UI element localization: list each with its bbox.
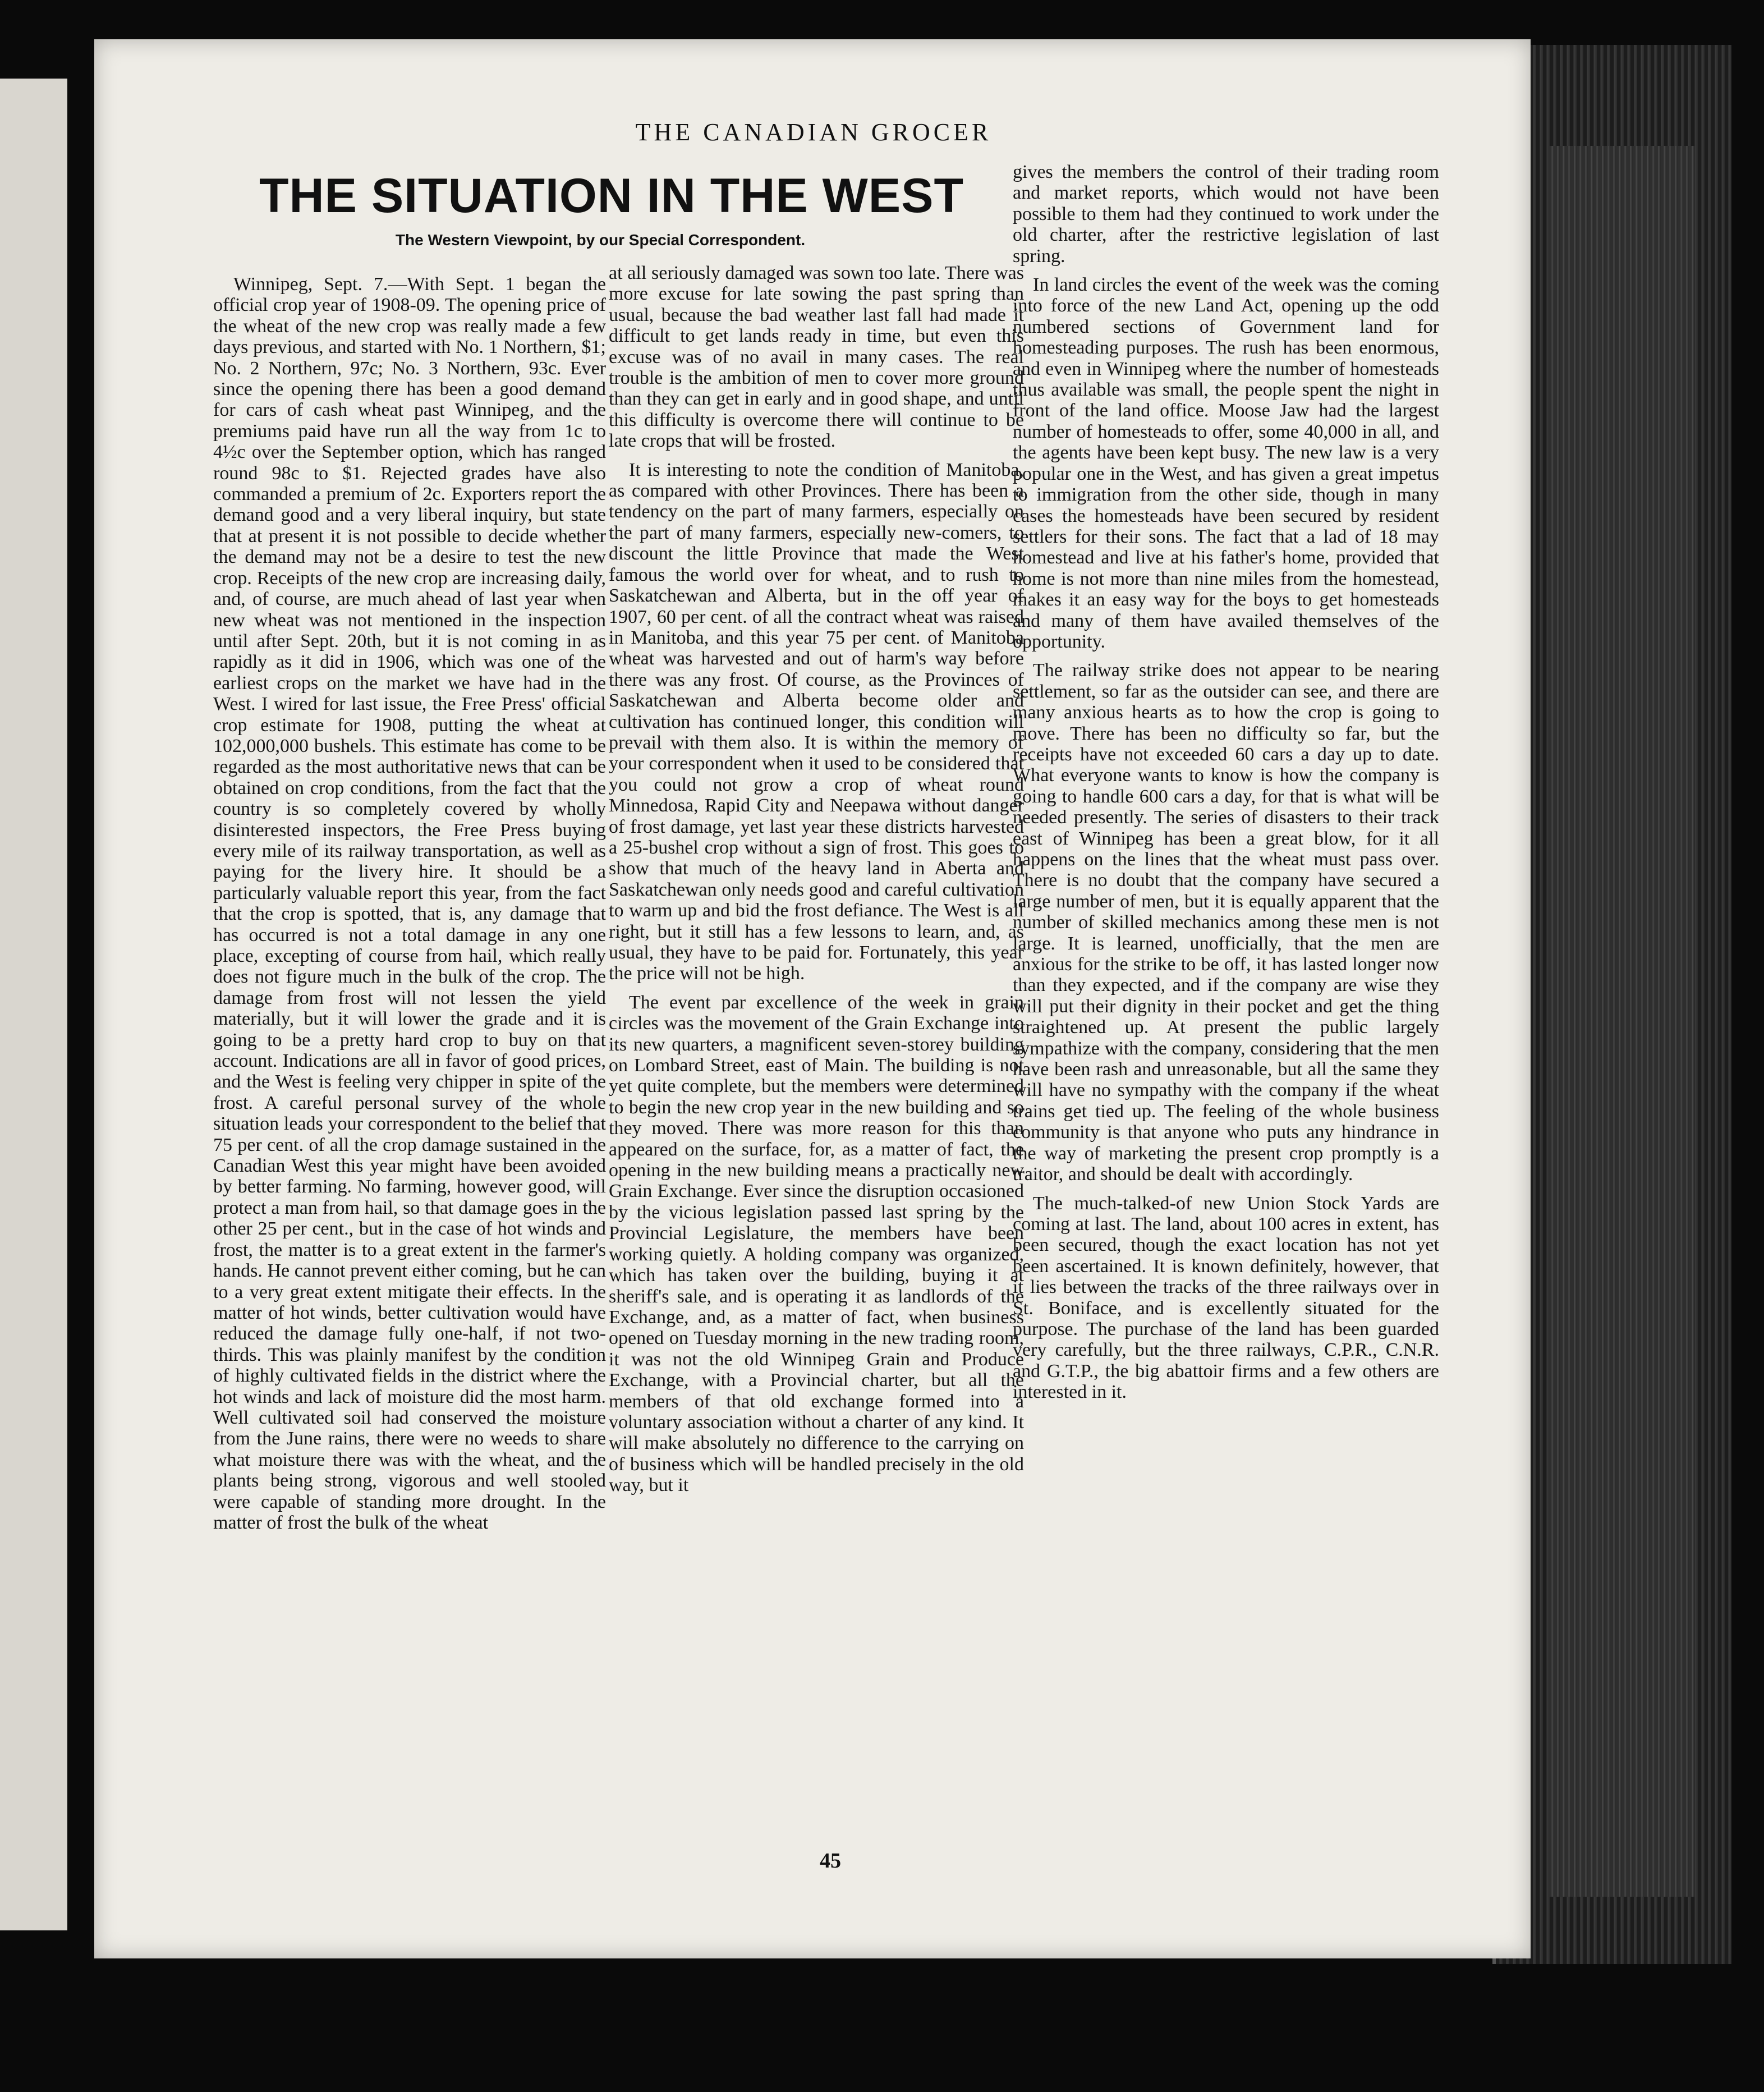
article-title: THE SITUATION IN THE WEST (259, 169, 964, 223)
col2-paragraph-1: at all seriously damaged was sown too late. There was more excuse for late sowing the past spring than usual, because the bad weather last fall had made it difficult to get lands ready in time, but even this excuse was of no avail in many cases. The real trouble is the ambition of men to cover more ground than they can get in early and in good shape, and until this difficulty is overcome there will continue to be late crops that will be frosted. (609, 263, 1024, 452)
page-number: 45 (820, 1849, 841, 1873)
col2-paragraph-2: It is interesting to note the condition of Manitoba, as compared with other Provinces. There has been a tendency on the part of many farmers, especially on the part of many farmers, especially new-comers, to discount the little Province that made the West famous the world over for wheat, and to rush to Saskatchewan and Alberta, but in the off year of 1907, 60 per cent. of all the contract wheat was raised in Manitoba, and this year 75 per cent. of Manitoba wheat was harvested and out of harm's way before there was any frost. Of course, as the Provinces of Saskatchewan and Alberta become older and cultivation has continued longer, this condition will prevail with them also. It is within the memory of your correspondent when it used to be considered that you could not grow a crop of wheat round Minnedosa, Rapid City and Neepawa without danger of frost damage, yet last year these districts harvested a 25-bushel crop without a sign of frost. This goes to show that much of the heavy land in Aberta and Saskatchewan only needs good and careful cultivation to warm up and bid the frost defiance. The West is all right, but it still has a few lessons to learn, and, as usual, they have to be paid for. Fortunately, this year the price will not be high. (609, 459, 1024, 984)
col3-paragraph-1: gives the members the control of their trading room and market reports, which would not have been possible to them had they continued to work under the old charter, after the restrictive legislation of last spring. (1013, 162, 1439, 267)
col3-paragraph-3: The railway strike does not appear to be nearing settlement, so far as the outsider can see, and there are many anxious hearts as to how the crop is going to move. There has been no difficulty so far, but the receipts have not exceeded 60 cars a day up to date. What everyone wants to know is how the company is going to handle 600 cars a day, for that is what will be needed presently. The series of disasters to their track east of Winnipeg has been a great blow, for it all happens on the lines that the wheat must pass over. There is no doubt that the company have secured a large number of men, but it is equally apparent that the number of skilled mechanics among these men is not large. It is learned, unofficially, that the men are anxious for the strike to be off, it has lasted longer now than they expected, and if the company are wise they will put their dignity in their pocket and get the thing straightened up. At present the public largely sympathize with the company, considering that the men have been rash and unreasonable, but all the same they will have no sympathy with the company if the wheat trains get tied up. The feeling of the whole business community is that anyone who puts any hindrance in the way of marketing the present crop promptly is a traitor, and should be dealt with accordingly. (1013, 660, 1439, 1185)
col2-paragraph-3: The event par excellence of the week in grain circles was the movement of the Grain Exchange into its new quarters, a magnificent seven-storey building on Lombard Street, east of Main. The building is not yet quite complete, but the members were determined to begin the new crop year in the new building and so they moved. There was more reason for this than appeared on the surface, for, as a matter of fact, the opening in the new building means a practically new Grain Exchange. Ever since the disruption occasioned by the vicious legislation passed last spring by the Provincial Legislature, the members have been working quietly. A holding company was organized, which has taken over the building, buying it at sheriff's sale, and is operating it as landlords of the Exchange, and, as a matter of fact, when business opened on Tuesday morning in the new trading room, it was not the old Winnipeg Grain and Produce Exchange, with a Provincial charter, but all the members of that old exchange formed into a voluntary association without a charter of any kind. It will make absolutely no difference to the carrying on of business which will be handled precisely in the old way, but it (609, 992, 1024, 1496)
column-2 (609, 263, 1024, 1504)
column-3 (1013, 162, 1439, 1411)
column-1 (213, 274, 606, 1541)
adjacent-page-edge (0, 79, 67, 1930)
col3-paragraph-4: The much-talked-of new Union Stock Yards are coming at last. The land, about 100 acres in extent, has been secured, though the exact location has not yet been ascertained. It is known definitely, however, that it lies between the tracks of the three railways over in St. Boniface, and is excellently situated for the purpose. The purchase of the land has been guarded very carefully, but the three railways, C.P.R., C.N.R. and G.T.P., the big abattoir firms and a few others are interested in it. (1013, 1192, 1439, 1403)
article-byline: The Western Viewpoint, by our Special Correspondent. (395, 231, 806, 249)
running-head: THE CANADIAN GROCER (635, 118, 992, 146)
book-page-stack (1549, 146, 1694, 1897)
col1-paragraph-1: Winnipeg, Sept. 7.—With Sept. 1 began the official crop year of 1908-09. The opening price of the wheat of the new crop was really made a few days previous, and started with No. 1 Northern, $1; No. 2 Northern, 97c; No. 3 Northern, 93c. Ever since the opening there has been a good demand for cars of cash wheat past Winnipeg, and the premiums paid have run all the way from 1c to 4½c over the September option, which has ranged round 98c to $1. Rejected grades have also commanded a premium of 2c. Exporters report the demand good and a very liberal inquiry, but state that at present it is not possible to decide whether the demand may not be a desire to test the new crop. Receipts of the new crop are increasing daily, and, of course, are much ahead of last year when new wheat was not mentioned in the inspection until after Sept. 20th, but it is not coming in as rapidly as it did in 1906, which was one of the earliest crops on the market we have had in the West. I wired for last issue, the Free Press' official crop estimate for 1908, putting the wheat at 102,000,000 bushels. This estimate has come to be regarded as the most authoritative news that can be obtained on crop conditions, from the fact that the country is so completely covered by wholly disinterested inspectors, the Free Press buying every mile of its railway transportation, as well as paying for the livery hire. It should be a particularly valuable report this year, from the fact that the crop is spotted, that is, any damage that has occurred is not a total damage in any one place, excepting of course from hail, which really does not figure much in the bulk of the crop. The damage from frost will not lessen the yield materially, but it will lower the grade and it is going to be a pretty hard crop to buy on that account. Indications are all in favor of good prices, and the West is feeling very chipper in spite of the frost. A careful personal survey of the whole situation leads your correspondent to the belief that 75 per cent. of all the crop damage sustained in the Canadian West this year might have been avoided by better farming. No farming, however good, will protect a man from hail, so that damage goes in the other 25 per cent., but in the case of hot winds and frost, the matter is to a great extent in the farmer's hands. He cannot prevent either coming, but he can to a very great extent mitigate their effects. In the matter of hot winds, better cultivation would have reduced the damage fully one-half, if not two-thirds. This was plainly manifest by the condition of highly cultivated fields in the district where the hot winds and lack of moisture did the most harm. Well cultivated soil had conserved the moisture from the June rains, there were no weeds to share what moisture there was with the wheat, and the plants being strong, vigorous and well stooled were capable of standing more drought. In the matter of frost the bulk of the wheat (213, 274, 606, 1533)
col3-paragraph-2: In land circles the event of the week was the coming into force of the new Land Act, opening up the odd numbered sections of Government land for homesteading purposes. The rush has been enormous, and even in Winnipeg where the number of homesteads thus available was small, the people spent the night in front of the land office. Moose Jaw had the largest number of homesteads to offer, some 40,000 in all, and the agents have been kept busy. The new law is a very popular one in the West, and has given a great impetus to immigration from the other side, though in many cases the homesteads have been secured by resident settlers for their sons. The fact that a lad of 18 may homestead and live at his father's home, provided that home is not more than nine miles from the homestead, makes it an easy way for the boys to get homesteads and many of them have availed themselves of the opportunity. (1013, 274, 1439, 652)
